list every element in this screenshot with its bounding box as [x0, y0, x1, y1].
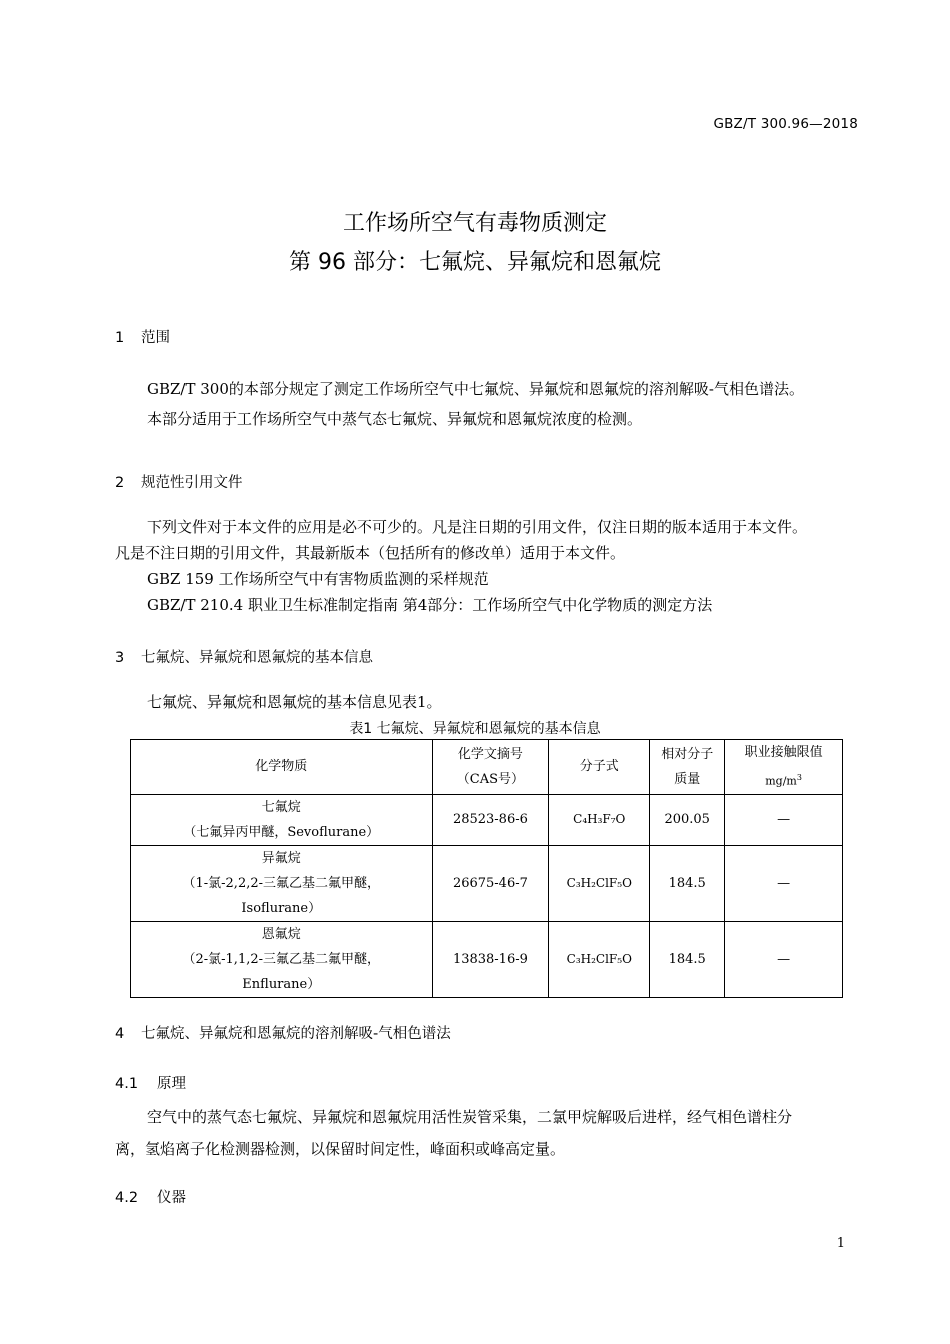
mw-cell: 184.5 [650, 845, 725, 921]
section-number: 1 [115, 330, 125, 346]
section-title: 七氟烷、异氟烷和恩氟烷的溶剂解吸-气相色谱法 [141, 1026, 451, 1042]
section-number: 4.2 [115, 1190, 139, 1206]
standard-code: GBZ/T 300.96—2018 [713, 116, 858, 132]
header-molecular-weight [650, 740, 725, 795]
section-3-paragraph: 七氟烷、异氟烷和恩氟烷的基本信息见表1。 [147, 693, 442, 711]
header-substance: 化学物质 [131, 740, 433, 795]
substance-cell [131, 921, 433, 997]
cas-cell: 26675-46-7 [432, 845, 549, 921]
table-row [131, 921, 843, 997]
normative-reference-1: GBZ 159 工作场所空气中有害物质监测的采样规范 [147, 570, 489, 588]
section-4-1-paragraph-line1: 空气中的蒸气态七氟烷、异氟烷和恩氟烷用活性炭管采集，二氯甲烷解吸后进样，经气相色谱柱分 [147, 1108, 793, 1126]
document-title-line1: 工作场所空气有毒物质测定 [342, 211, 607, 236]
section-3-heading [115, 646, 373, 667]
header-oel [725, 740, 843, 795]
section-title: 原理 [157, 1076, 186, 1092]
section-2-paragraph-line2: 凡是不注日期的引用文件，其最新版本（包括所有的修改单）适用于本文件。 [115, 544, 626, 562]
table-row [131, 845, 843, 921]
substance-name: 异氟烷 [261, 850, 301, 866]
section-4-1-paragraph-line2: 离，氢焰离子化检测器检测，以保留时间定性，峰面积或峰高定量。 [115, 1140, 566, 1158]
header-oel-unit [725, 765, 842, 794]
page-number: 1 [836, 1236, 845, 1251]
oel-unit-text: mg/m [765, 774, 797, 788]
section-number: 3 [115, 650, 125, 666]
formula-cell: C₃H₂ClF₅O [549, 921, 650, 997]
formula-cell: C₃H₂ClF₅O [549, 845, 650, 921]
header-cas [432, 740, 549, 795]
section-2-paragraph-line1: 下列文件对于本文件的应用是必不可少的。凡是注日期的引用文件，仅注日期的版本适用于本文件。 [147, 518, 808, 536]
basic-info-table [130, 739, 843, 998]
header-mw-line2: 质量 [674, 771, 701, 787]
section-title: 范围 [141, 330, 170, 346]
section-number: 4 [115, 1026, 125, 1042]
document-title-line2: 第 96 部分：七氟烷、异氟烷和恩氟烷 [289, 250, 661, 275]
section-4-1-heading [115, 1072, 186, 1093]
header-formula: 分子式 [549, 740, 650, 795]
section-4-2-heading [115, 1186, 186, 1207]
header-mw-line1: 相对分子 [661, 746, 714, 762]
mw-cell: 184.5 [650, 921, 725, 997]
substance-alias-cont: Enflurane） [242, 976, 321, 992]
oel-unit-sup: 3 [796, 773, 802, 782]
section-1-paragraph-1: GBZ/T 300的本部分规定了测定工作场所空气中七氟烷、异氟烷和恩氟烷的溶剂解吸-气相色谱法。 [147, 380, 804, 398]
section-2-heading [115, 471, 243, 492]
oel-cell: — [725, 845, 843, 921]
table-caption: 表1 七氟烷、异氟烷和恩氟烷的基本信息 [349, 721, 601, 737]
section-number: 4.1 [115, 1076, 139, 1092]
section-1-paragraph-2: 本部分适用于工作场所空气中蒸气态七氟烷、异氟烷和恩氟烷浓度的检测。 [147, 410, 643, 428]
cas-cell: 13838-16-9 [432, 921, 549, 997]
section-number: 2 [115, 475, 125, 491]
section-title: 七氟烷、异氟烷和恩氟烷的基本信息 [141, 650, 373, 666]
section-title: 规范性引用文件 [141, 475, 243, 491]
header-cas-line2: （CAS号） [456, 771, 525, 787]
substance-name: 恩氟烷 [261, 926, 301, 942]
table-row [131, 794, 843, 845]
section-1-heading [115, 326, 170, 347]
substance-alias: （1-氯-2,2,2-三氟乙基二氟甲醚， [182, 875, 381, 891]
normative-reference-2: GBZ/T 210.4 职业卫生标准制定指南 第4部分：工作场所空气中化学物质的测定方法 [147, 596, 713, 614]
header-cas-line1: 化学文摘号 [457, 746, 523, 762]
substance-alias: （七氟异丙甲醚，Sevoflurane） [183, 824, 380, 840]
cas-cell: 28523-86-6 [432, 794, 549, 845]
section-4-heading [115, 1022, 451, 1043]
substance-cell [131, 794, 433, 845]
oel-cell: — [725, 794, 843, 845]
formula-cell: C₄H₃F₇O [549, 794, 650, 845]
substance-cell [131, 845, 433, 921]
mw-cell: 200.05 [650, 794, 725, 845]
header-oel-line1: 职业接触限值 [744, 745, 823, 760]
table-header-row [131, 740, 843, 795]
section-title: 仪器 [157, 1190, 186, 1206]
oel-cell: — [725, 921, 843, 997]
substance-name: 七氟烷 [261, 799, 301, 815]
substance-alias-cont: Isoflurane） [241, 900, 322, 916]
substance-alias: （2-氯-1,1,2-三氟乙基二氟甲醚， [182, 951, 381, 967]
